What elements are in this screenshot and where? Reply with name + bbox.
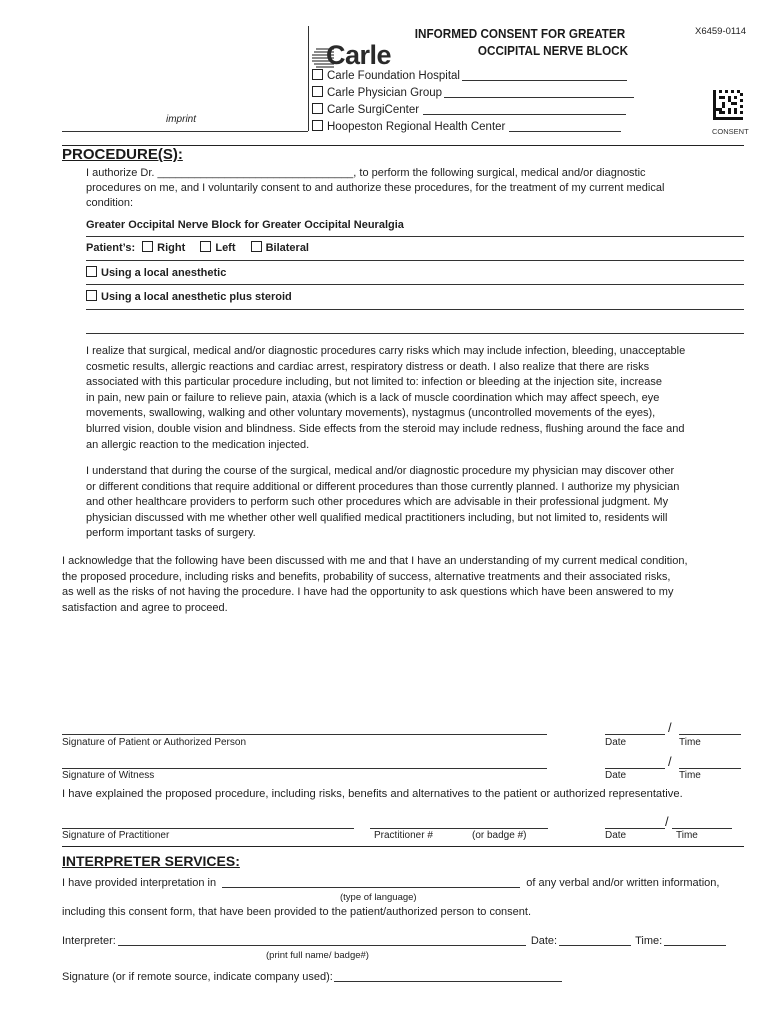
option-local-row [86,266,226,282]
conditions-line: perform important tasks of surgery. [86,527,256,540]
local-anesthetic-checkbox[interactable] [86,266,97,277]
header-divider [308,26,309,131]
facility-checkbox[interactable] [312,103,323,114]
facility-carle-surgicenter[interactable] [312,102,626,120]
local-steroid-checkbox[interactable] [86,290,97,301]
witness-time-line[interactable] [679,768,741,769]
facility-checkbox[interactable] [312,69,323,80]
facility-checkbox[interactable] [312,120,323,131]
interpretation-start-text: I have provided interpretation in [62,877,217,889]
imprint-label: imprint [166,114,197,125]
conditions-line: and other healthcare providers to perform such other procedures which are advisable in their professional judgment. My [86,496,669,509]
carle-logo-text: Carle [326,40,392,70]
risks-line: movements, swallowing, walking and other voluntary movements), nystagmus (uncontrolled movements of the eyes), [86,407,656,420]
witness-date-label: Date [605,770,627,781]
language-input-line[interactable] [222,876,520,888]
interpreter-time-line[interactable] [664,934,726,946]
right-side-label: Right [157,242,186,254]
facility-hoopeston[interactable] [312,119,621,137]
interpreter-label: Interpreter: [62,935,116,947]
interpreter-time-label: Time: [635,935,663,947]
badge-number-label: (or badge #) [472,830,527,841]
patient-signature-label: Signature of Patient or Authorized Person [62,737,247,748]
procedure-rule [86,236,744,237]
practitioner-time-line[interactable] [672,828,732,829]
imprint-rule [62,131,308,132]
local-steroid-label: Using a local anesthetic plus steroid [101,291,292,303]
facility-label: Hoopeston Regional Health Center [327,121,506,133]
conditions-paragraph [86,464,679,542]
option-steroid-rule [86,309,744,310]
left-side-checkbox[interactable] [200,241,211,252]
interpreter-date-line[interactable] [559,934,631,946]
interpretation-line-2: including this consent form, that have been provided to the patient/authorized person to consent. [62,906,532,918]
practitioner-signature-label: Signature of Practitioner [62,830,170,841]
facility-blank [509,120,621,132]
patient-side-rule [86,260,744,261]
practitioner-number-line[interactable] [370,828,548,829]
risks-line: an allergic reaction to the medication injected. [86,438,310,451]
interpreter-section-rule [62,846,744,847]
acknowledge-line: the proposed procedure, including risks and benefits, probability of success, alternative treatments and their associated risks, [62,570,671,583]
interpreter-signature-label: Signature (or if remote source, indicate company used): [62,971,333,983]
procedure-name: Greater Occipital Nerve Block for Greater Occipital Neuralgia [86,219,404,231]
interpreter-row [62,934,726,950]
risks-line: in pain, new pain or failure to relieve pain, ataxia (which is a lack of muscle coordination which may affect speech, eye [86,391,660,404]
interpreter-signature-line[interactable] [334,970,562,982]
interpreter-heading: INTERPRETER SERVICES: [62,853,240,869]
practitioner-statement: I have explained the proposed procedure, including risks, benefits and alternatives to the patient or authorized representative. [62,788,683,800]
patient-date-time-slash: / [668,720,672,735]
witness-signature-line[interactable] [62,768,547,769]
bilateral-checkbox[interactable] [251,241,262,252]
form-number: X6459-0114 [695,26,747,37]
left-side-label: Left [215,242,236,254]
interpretation-end-text: of any verbal and/or written information, [526,877,720,889]
patient-time-label: Time [679,737,701,748]
practitioner-date-time-slash: / [665,814,669,829]
authorize-line-1[interactable]: I authorize Dr. ________________________________, to perform the following surgical, medical and/or diagnostic [86,167,646,179]
conditions-line: or different conditions that require additional or different procedures than those currently planned. I authorize my physician [86,480,680,493]
practitioner-number-label: Practitioner # [374,830,433,841]
facility-checkbox[interactable] [312,86,323,97]
patient-time-line[interactable] [679,734,741,735]
facility-blank [423,103,626,115]
witness-date-time-slash: / [668,754,672,769]
option-steroid-row [86,290,292,306]
witness-date-line[interactable] [605,768,665,769]
facility-blank [444,86,634,98]
conditions-line: physician discussed with me whether other well qualified medical practitioners including, but not limited to, residents will [86,511,668,524]
interpretation-line-1 [62,876,719,892]
authorize-line-2: procedures on me, and I voluntarily consent to and authorize these procedures, for the treatment of my current medical [86,182,665,194]
practitioner-signature-line[interactable] [62,828,354,829]
patient-signature-line[interactable] [62,734,547,735]
patient-date-label: Date [605,737,627,748]
practitioner-time-label: Time [676,830,698,841]
acknowledge-line: I acknowledge that the following have been discussed with me and that I have an understanding of my current medical condition, [62,555,688,567]
risks-line: I realize that surgical, medical and/or diagnostic procedures carry risks which may include infection, bleeding, unacceptable [86,345,686,357]
facility-blank [462,69,627,81]
bilateral-label: Bilateral [265,242,309,254]
facility-carle-foundation[interactable] [312,68,627,86]
acknowledge-paragraph [62,554,688,616]
carle-logo [312,42,404,70]
barcode-label: CONSENT [712,127,749,136]
blank-procedure-line[interactable] [86,333,744,334]
facility-carle-physician-group[interactable] [312,85,634,103]
form-title-line1: INFORMED CONSENT FOR GREATER [414,26,626,41]
local-anesthetic-label: Using a local anesthetic [101,267,227,279]
form-title-line2: OCCIPITAL NERVE BLOCK [477,43,629,58]
right-side-checkbox[interactable] [142,241,153,252]
risks-paragraph [86,344,685,453]
risks-line: associated with this particular procedure including, but not limited to: infection or bleeding at the injection site, increase [86,376,662,389]
risks-line: cosmetic results, allergic reactions and cardiac arrest, respiratory distress or death. I also realize that there are risks [86,360,650,373]
risks-line: blurred vision, double vision and blindness. Side effects from the steroid may include redness, flushing around the face and [86,422,685,435]
authorize-line-3: condition: [86,197,134,209]
patient-side-label: Patient’s: [86,242,136,254]
patient-side-row [86,241,309,257]
datamatrix-barcode-icon [713,90,743,120]
practitioner-date-label: Date [605,830,627,841]
witness-signature-label: Signature of Witness [62,770,155,781]
interpreter-date-label: Date: [530,935,558,947]
procedures-heading: PROCEDURE(S): [62,146,183,163]
type-of-language-hint: (type of language) [340,892,417,903]
interpreter-name-line[interactable] [118,934,526,946]
witness-time-label: Time [679,770,701,781]
conditions-line: I understand that during the course of the surgical, medical and/or diagnostic procedure my physician may discover other [86,465,675,477]
patient-date-line[interactable] [605,734,665,735]
facility-label: Carle SurgiCenter [327,104,420,116]
interpreter-signature-row [62,970,562,986]
acknowledge-line: satisfaction and agree to proceed. [62,601,228,614]
print-name-hint: (print full name/ badge#) [266,950,369,961]
practitioner-date-line[interactable] [605,828,665,829]
option-local-rule [86,284,744,285]
facility-label: Carle Physician Group [327,87,443,99]
acknowledge-line: as well as the risks of not having the procedure. I have had the opportunity to ask questions which have been answered to my [62,586,674,599]
facility-label: Carle Foundation Hospital [327,70,460,82]
